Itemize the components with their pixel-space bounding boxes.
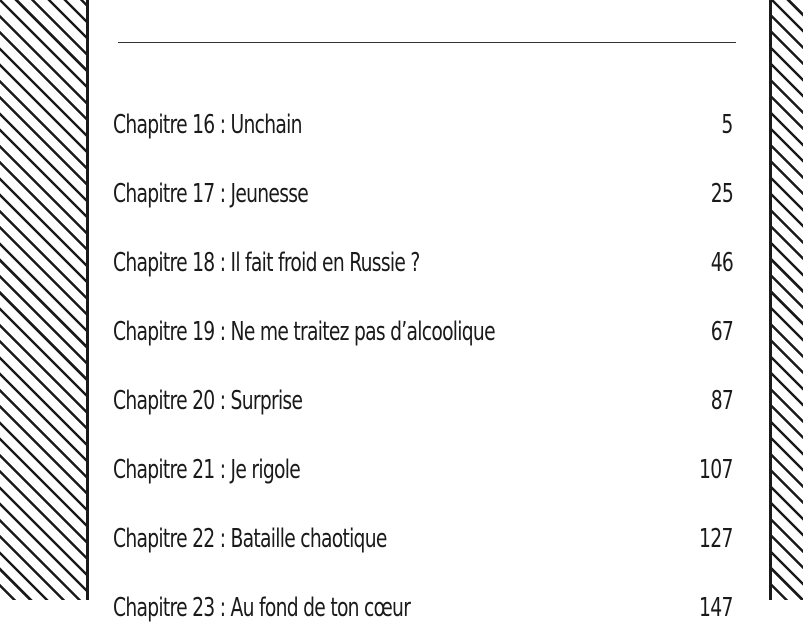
toc-entry-page: 46 — [710, 247, 733, 278]
toc-entry-title: Chapitre 22 : Bataille chaotique — [113, 523, 387, 554]
toc-entry-page: 107 — [699, 454, 733, 485]
toc-entry — [113, 573, 733, 642]
toc-entry-title: Chapitre 21 : Je rigole — [113, 454, 300, 485]
toc-entry-title: Chapitre 20 : Surprise — [113, 385, 303, 416]
toc-entry-page: 127 — [699, 523, 733, 554]
toc-entry-page: 25 — [710, 178, 733, 209]
toc-entry — [113, 504, 733, 573]
left-hatched-border — [0, 0, 89, 600]
toc-entry-page: 147 — [699, 592, 733, 623]
header-divider — [118, 42, 736, 43]
toc-entry — [113, 90, 733, 159]
toc-entry-title: Chapitre 19 : Ne me traitez pas d’alcoolique — [113, 316, 495, 347]
right-hatched-border — [769, 0, 803, 600]
toc-entry — [113, 435, 733, 504]
toc-entry — [113, 159, 733, 228]
table-of-contents — [113, 90, 733, 642]
toc-entry-title: Chapitre 18 : Il fait froid en Russie ? — [113, 247, 420, 278]
toc-entry-page: 5 — [721, 109, 733, 140]
toc-entry — [113, 366, 733, 435]
toc-entry-title: Chapitre 16 : Unchain — [113, 109, 302, 140]
toc-entry-title: Chapitre 17 : Jeunesse — [113, 178, 309, 209]
toc-entry-page: 87 — [710, 385, 733, 416]
toc-entry — [113, 297, 733, 366]
toc-entry-title: Chapitre 23 : Au fond de ton cœur — [113, 592, 411, 623]
toc-entry-page: 67 — [710, 316, 733, 347]
toc-entry — [113, 228, 733, 297]
